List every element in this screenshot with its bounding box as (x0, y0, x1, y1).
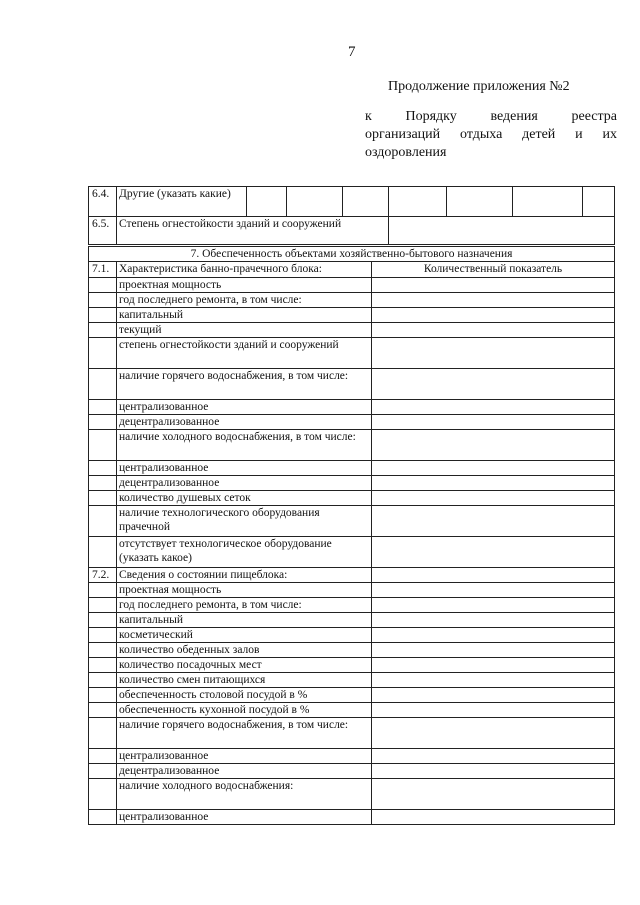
row-label: Сведения о состоянии пищеблока: (117, 568, 372, 583)
row-number (89, 461, 117, 476)
ref-word: организаций (365, 127, 441, 142)
value-cell (372, 643, 615, 658)
row-label: год последнего ремонта, в том числе: (117, 293, 372, 308)
value-cell (372, 293, 615, 308)
value-cell (372, 430, 615, 461)
row-label: капитальный (117, 613, 372, 628)
row-number (89, 400, 117, 415)
row-label: количество посадочных мест (117, 658, 372, 673)
row-label: централизованное (117, 461, 372, 476)
row-number (89, 415, 117, 430)
empty-cell (247, 187, 287, 217)
row-label: текущий (117, 323, 372, 338)
value-cell (372, 278, 615, 293)
row-label: наличие холодного водоснабжения, в том числе: (117, 430, 372, 461)
value-cell (372, 338, 615, 369)
row-number (89, 673, 117, 688)
table-row (89, 779, 615, 810)
empty-cell (583, 187, 615, 217)
reference-line-2 (365, 126, 617, 144)
empty-cell (343, 187, 389, 217)
value-cell (372, 415, 615, 430)
row-number (89, 658, 117, 673)
row-number (89, 308, 117, 323)
row-number: 6.5. (89, 217, 117, 245)
value-cell (372, 779, 615, 810)
table-row (89, 338, 615, 369)
value-cell (372, 491, 615, 506)
row-label: обеспеченность столовой посудой в % (117, 688, 372, 703)
row-label: централизованное (117, 400, 372, 415)
table-row (89, 628, 615, 643)
value-cell (372, 400, 615, 415)
ref-word: детей (522, 127, 556, 142)
empty-cell (287, 187, 343, 217)
table-row (89, 613, 615, 628)
value-cell (372, 308, 615, 323)
value-cell (372, 749, 615, 764)
table-row (89, 262, 615, 278)
table-row (89, 491, 615, 506)
row-number (89, 583, 117, 598)
row-number (89, 810, 117, 825)
row-label: капитальный (117, 308, 372, 323)
value-cell (372, 598, 615, 613)
top-table (88, 186, 615, 245)
table-row (89, 537, 615, 568)
value-cell (372, 583, 615, 598)
page-number: 7 (348, 44, 356, 60)
table-row (89, 217, 615, 245)
continuation-title: Продолжение приложения №2 (388, 79, 570, 94)
value-cell (372, 613, 615, 628)
row-number: 7.2. (89, 568, 117, 583)
table-row (89, 506, 615, 537)
table-row (89, 810, 615, 825)
table-row (89, 308, 615, 323)
table-row (89, 583, 615, 598)
row-label: децентрализованное (117, 476, 372, 491)
row-number (89, 643, 117, 658)
reference-line-1 (365, 108, 617, 126)
value-cell (372, 658, 615, 673)
row-label: количество обеденных залов (117, 643, 372, 658)
table-row (89, 673, 615, 688)
section-heading: 7. Обеспеченность объектами хозяйственно-бытового назначения (89, 247, 615, 262)
ref-word: и (575, 127, 583, 142)
ref-word: отдыха (460, 127, 503, 142)
row-label: количество душевых сеток (117, 491, 372, 506)
row-number (89, 628, 117, 643)
row-number (89, 764, 117, 779)
row-number (89, 338, 117, 369)
value-cell (372, 688, 615, 703)
table-row (89, 293, 615, 308)
table-row (89, 476, 615, 491)
row-number (89, 688, 117, 703)
row-label: Степень огнестойкости зданий и сооружений (117, 217, 389, 245)
ref-word: реестра (571, 109, 617, 124)
section-heading-row (89, 247, 615, 262)
row-number (89, 278, 117, 293)
table-row (89, 658, 615, 673)
row-label: проектная мощность (117, 278, 372, 293)
row-number (89, 718, 117, 749)
table-row (89, 568, 615, 583)
row-label: централизованное (117, 749, 372, 764)
row-label: наличие горячего водоснабжения, в том числе: (117, 718, 372, 749)
row-number (89, 369, 117, 400)
row-number: 6.4. (89, 187, 117, 217)
value-cell (372, 810, 615, 825)
table-row (89, 598, 615, 613)
row-label: отсутствует технологическое оборудование (указать какое) (117, 537, 372, 568)
row-number (89, 779, 117, 810)
row-number (89, 703, 117, 718)
row-label: децентрализованное (117, 415, 372, 430)
row-label: наличие горячего водоснабжения, в том числе: (117, 369, 372, 400)
value-cell (372, 673, 615, 688)
row-label: количество смен питающихся (117, 673, 372, 688)
row-number (89, 476, 117, 491)
row-number (89, 506, 117, 537)
table-row (89, 430, 615, 461)
section-7-table (88, 246, 615, 825)
value-cell (372, 628, 615, 643)
row-number (89, 323, 117, 338)
row-label: децентрализованное (117, 764, 372, 779)
table-row (89, 323, 615, 338)
row-label: Характеристика банно-прачечного блока: (117, 262, 372, 278)
reference-line-3: оздоровления (365, 145, 447, 160)
row-number (89, 491, 117, 506)
ref-word: ведения (490, 109, 538, 124)
ref-word: Порядку (405, 109, 457, 124)
row-label: централизованное (117, 810, 372, 825)
row-number (89, 613, 117, 628)
row-label: проектная мощность (117, 583, 372, 598)
value-cell (372, 568, 615, 583)
table-row (89, 688, 615, 703)
empty-cell (513, 187, 583, 217)
empty-cell (447, 187, 513, 217)
table-row (89, 764, 615, 779)
row-number (89, 749, 117, 764)
value-cell (372, 369, 615, 400)
table-row (89, 415, 615, 430)
row-label: наличие холодного водоснабжения: (117, 779, 372, 810)
value-cell (372, 703, 615, 718)
row-number (89, 430, 117, 461)
empty-cell (389, 217, 615, 245)
table-row (89, 369, 615, 400)
table-row (89, 718, 615, 749)
table-row (89, 461, 615, 476)
row-label: Другие (указать какие) (117, 187, 247, 217)
value-cell (372, 476, 615, 491)
table-row (89, 749, 615, 764)
row-label: косметический (117, 628, 372, 643)
value-cell (372, 764, 615, 779)
table-row (89, 278, 615, 293)
row-label: обеспеченность кухонной посудой в % (117, 703, 372, 718)
value-cell (372, 506, 615, 537)
value-cell (372, 461, 615, 476)
row-number (89, 537, 117, 568)
row-label: степень огнестойкости зданий и сооружений (117, 338, 372, 369)
value-cell (372, 537, 615, 568)
table-row (89, 187, 615, 217)
row-label: год последнего ремонта, в том числе: (117, 598, 372, 613)
row-number: 7.1. (89, 262, 117, 278)
reference-block (365, 108, 617, 162)
ref-word: к (365, 109, 372, 124)
row-label: наличие технологического оборудования прачечной (117, 506, 372, 537)
column-header: Количественный показатель (372, 262, 615, 278)
value-cell (372, 323, 615, 338)
table-row (89, 400, 615, 415)
table-row (89, 703, 615, 718)
ref-word: их (602, 127, 617, 142)
row-number (89, 293, 117, 308)
row-number (89, 598, 117, 613)
empty-cell (389, 187, 447, 217)
value-cell (372, 718, 615, 749)
table-row (89, 643, 615, 658)
